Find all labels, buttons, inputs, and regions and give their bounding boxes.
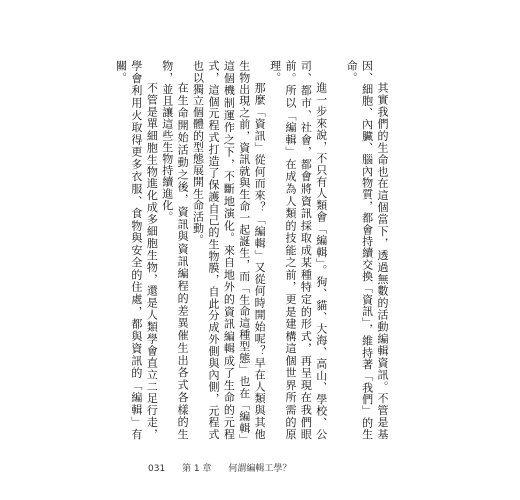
paragraph-2: 進一步來說，不只有人類會「編輯」。狗、貓、大海、高山、學校、公司、都市、社會，都會將資訊採取成某種特定的形式，再呈現在我們眼前。所以「編輯」在成為人類的技能之前，更是建構這個世界所需的原理。: [268, 60, 328, 440]
page-number: 031: [148, 464, 166, 474]
paragraph-1: 其實我們的生命也在這個當下，透過無數的活動編輯資訊。不管是基因、細胞、內臟、腦內物質，都會持續交換「資訊」，維持著「我們」的生命。: [345, 60, 389, 440]
chapter-title: 何謂編輯工學？: [228, 464, 292, 474]
vertical-body-text: [114, 60, 390, 440]
paragraph-5: 不管是單細胞生物進化成多細胞生物，還是人類學會直立二足行走，學會利用火取得更多衣服、食物與安全的住處，都與資訊的「編輯」有關。: [114, 60, 159, 440]
paragraph-3: 那麼「資訊」從何而來？「編輯」又從何時開始呢？早在人類與其他生物出現之前，資訊就與生命一起誕生，而「生命這種型態」也在「編輯」這個機制運作之下，不斷地演化。來自地外的資訊編輯成了生命的元程式，這個元程式打造了保護自己的生物膜，自此分成外側與內側，元程式也以獨立個體的型態展開生命活動。: [191, 60, 267, 440]
page-footer: [148, 461, 305, 474]
paragraph-4: 在生命開始活動之後，資訊與資訊編程的差異催生出各式各樣的生物，並且讓這些生物持續進化。: [160, 60, 190, 440]
chapter-label: 第 1 章: [182, 464, 212, 474]
